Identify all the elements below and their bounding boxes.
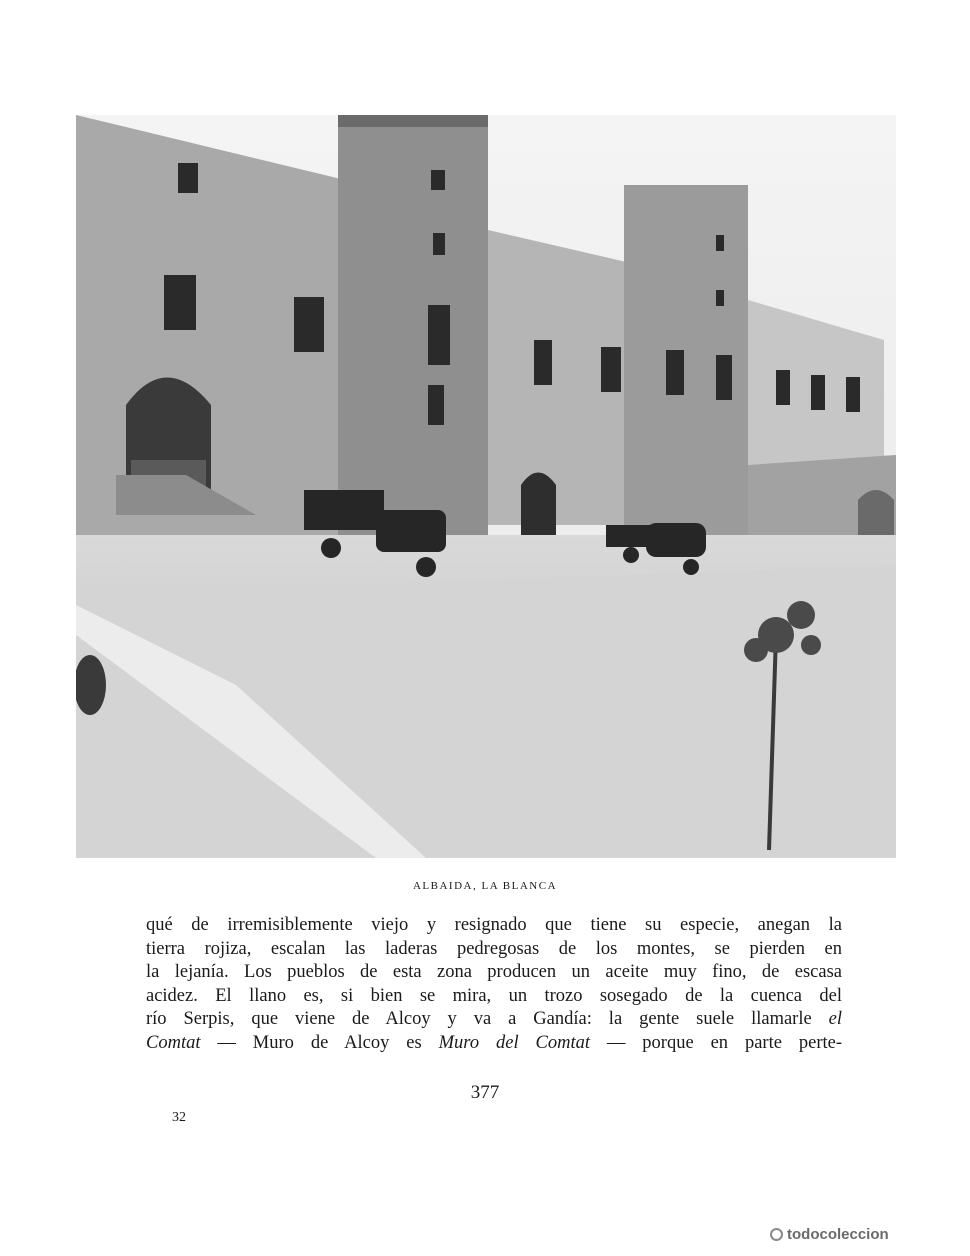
text-line: tierra rojiza, escalan las laderas pedregosas de los montes, se pierden en bbox=[146, 938, 842, 959]
text-line: qué de irremisiblemente viejo y resignado que tiene su especie, anegan la bbox=[146, 915, 842, 935]
watermark bbox=[770, 1226, 889, 1243]
text-line: acidez. El llano es, si bien se mira, un trozo sosegado de la cuenca del bbox=[146, 985, 842, 1006]
text-segment: — Muro de Alcoy es bbox=[200, 1032, 439, 1053]
italic-text: Muro del Comtat bbox=[438, 1032, 590, 1053]
text-segment: — porque en parte perte- bbox=[589, 1032, 842, 1053]
body-text bbox=[146, 914, 842, 1056]
italic-text: el bbox=[828, 1009, 842, 1030]
page-number: 377 bbox=[470, 1082, 500, 1103]
watermark-text: todocoleccion bbox=[787, 1226, 889, 1243]
italic-text: Comtat bbox=[146, 1032, 201, 1053]
text-line bbox=[146, 1032, 842, 1056]
signature-mark: 32 bbox=[172, 1110, 186, 1125]
photograph bbox=[76, 115, 896, 858]
watermark-logo-icon bbox=[770, 1228, 783, 1241]
text-segment: río Serpis, que viene de Alcoy y va a Gandía: la gente suele llamarle bbox=[146, 1009, 812, 1030]
text-line: la lejanía. Los pueblos de esta zona producen un aceite muy fino, de escasa bbox=[146, 962, 842, 983]
photo-caption: ALBAIDA, LA BLANCA bbox=[412, 880, 558, 892]
text-line bbox=[146, 1008, 842, 1032]
